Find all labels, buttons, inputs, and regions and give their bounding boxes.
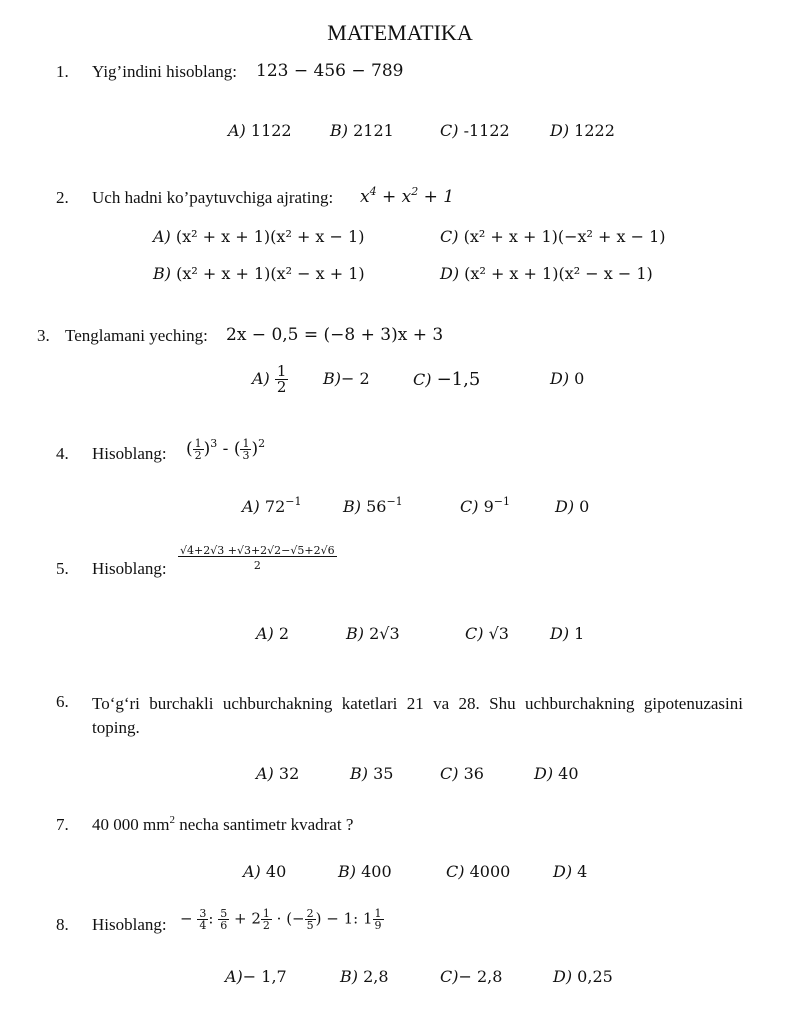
option-letter: C) (440, 764, 459, 783)
option-letter: A) (242, 497, 260, 516)
option-letter: A) (256, 764, 274, 783)
option-value: (x² + x + 1)(−x² + x − 1) (463, 227, 666, 246)
question-expression: − $\frac{3}{4}$ : $\frac{5}{6}$ + 2 $\frac{1}{2}$ · (− $\frac{2}{5}$ ) − 1: 1 $\frac{1}{9}$ (180, 907, 382, 932)
option-letter: A) (225, 967, 243, 986)
option-a[interactable] (243, 862, 286, 881)
question-prompt: Hisoblang: (92, 915, 167, 934)
option-value: 1222 (574, 121, 615, 140)
question-number: 1. (56, 62, 69, 81)
option-c[interactable] (413, 369, 480, 390)
question-prompt: Hisoblang: (92, 444, 167, 463)
question-number: 3. (37, 326, 50, 345)
option-value: 4 (577, 862, 588, 881)
option-b[interactable] (346, 624, 400, 643)
option-letter: D) (550, 624, 570, 643)
option-value: 32 (278, 764, 300, 783)
option-letter: A) (243, 862, 261, 881)
option-value: $56^{-1}$ (366, 495, 403, 516)
option-letter: D) (555, 497, 575, 516)
option-value: $9^{-1}$ (483, 495, 510, 516)
question-number: 6. (56, 692, 69, 711)
option-b[interactable] (343, 497, 403, 516)
option-d[interactable] (534, 764, 579, 783)
option-letter: B) (330, 121, 348, 140)
question-number: 5. (56, 559, 69, 578)
question-number: 2. (56, 188, 69, 207)
question-number: 8. (56, 915, 69, 934)
option-c[interactable] (440, 967, 502, 986)
question-prompt: Uch hadni ko’paytuvchiga ajrating: (92, 188, 334, 207)
option-a[interactable] (252, 364, 288, 395)
option-letter: B) (340, 967, 358, 986)
option-letter: C) (465, 624, 484, 643)
option-value: (x² + x + 1)(x² + x − 1) (175, 227, 365, 246)
question-number: 7. (56, 815, 69, 834)
question-text: To‘g‘ri burchakli uchburchakning katetlari 21 va 28. Shu uchburchakning gipotenuzasini toping. (92, 694, 743, 737)
option-letter: C) (440, 121, 459, 140)
option-letter: C) (460, 497, 479, 516)
option-value: -1122 (463, 121, 510, 140)
option-value: 1122 (250, 121, 292, 140)
question-text: 40 000 $mm^2$ necha santimetr kvadrat ? (92, 814, 354, 834)
option-b[interactable] (350, 764, 393, 783)
option-d[interactable] (550, 121, 615, 140)
option-d[interactable] (550, 624, 584, 643)
option-d[interactable] (440, 264, 653, 283)
option-letter: A) (153, 227, 171, 246)
option-a[interactable] (225, 967, 287, 986)
option-value: 2,8 (363, 967, 389, 986)
option-c[interactable] (440, 121, 510, 140)
option-value: − 2 (341, 369, 370, 388)
option-value: 0 (579, 497, 590, 516)
question-prompt: Yig’indini hisoblang: (92, 62, 237, 81)
option-value: 36 (463, 764, 484, 783)
option-b[interactable] (340, 967, 389, 986)
option-value: 40 (265, 862, 287, 881)
question-number: 4. (56, 444, 69, 463)
question-prompt: Tenglamani yeching: (65, 326, 208, 345)
option-value: √3 (488, 624, 509, 643)
option-value: 35 (373, 764, 394, 783)
option-a[interactable] (242, 497, 301, 516)
option-a[interactable] (153, 227, 364, 246)
option-letter: C) (440, 967, 459, 986)
option-c[interactable] (465, 624, 509, 643)
option-letter: B) (338, 862, 356, 881)
option-b[interactable] (153, 264, 365, 283)
option-value: 1 (574, 624, 585, 643)
option-b[interactable] (338, 862, 392, 881)
option-b[interactable] (330, 121, 394, 140)
page-title: MATEMATIKA (327, 20, 473, 45)
option-letter: B) (323, 369, 341, 388)
question-expression: 123 − 456 − 789 (256, 61, 404, 81)
option-letter: B) (350, 764, 368, 783)
option-value: 2√3 (369, 624, 400, 643)
option-letter: C) (440, 227, 459, 246)
option-letter: D) (550, 121, 570, 140)
option-value: − 2,8 (458, 967, 503, 986)
option-letter: D) (440, 264, 460, 283)
option-value: $72^{-1}$ (264, 495, 302, 516)
option-c[interactable] (446, 862, 510, 881)
option-a[interactable] (228, 121, 292, 140)
question-expression: 2x − 0,5 = (−8 + 3)x + 3 (226, 325, 444, 345)
option-d[interactable] (555, 497, 589, 516)
option-letter: B) (346, 624, 364, 643)
option-value: 0 (574, 369, 585, 388)
option-letter: D) (553, 862, 573, 881)
option-value: − 1,7 (242, 967, 287, 986)
option-letter: A) (252, 369, 270, 388)
option-a[interactable] (256, 764, 299, 783)
option-d[interactable] (550, 369, 584, 388)
option-value: (x² + x + 1)(x² − x + 1) (176, 264, 365, 283)
question-expression: $\frac{√4+2√3 +√3+2√2-√5+2√6}{2}$ (180, 544, 335, 572)
option-b[interactable] (323, 369, 370, 388)
question-prompt: Hisoblang: (92, 559, 167, 578)
option-d[interactable] (553, 862, 587, 881)
option-letter: D) (534, 764, 554, 783)
option-letter: D) (550, 369, 570, 388)
option-value: (x² + x + 1)(x² − x − 1) (464, 264, 653, 283)
option-c[interactable] (440, 764, 484, 783)
option-fraction: $\frac{1}{2}$ (276, 362, 287, 396)
option-value: 40 (558, 764, 579, 783)
option-letter: D) (553, 967, 573, 986)
option-c[interactable] (460, 497, 510, 516)
option-letter: A) (228, 121, 246, 140)
option-a[interactable] (256, 624, 289, 643)
option-value: 2 (278, 624, 290, 643)
option-value: 0,25 (577, 967, 613, 986)
option-letter: A) (256, 624, 274, 643)
question-expression: $x^4 + x^2 + 1$ (360, 185, 455, 207)
option-value: 2121 (353, 121, 394, 140)
option-letter: B) (343, 497, 361, 516)
option-letter: C) (446, 862, 465, 881)
option-value: 400 (361, 862, 392, 881)
option-c[interactable] (440, 227, 666, 246)
option-d[interactable] (553, 967, 613, 986)
option-value: −1,5 (436, 369, 481, 390)
question-expression: ( $\frac{1}{2}$ )$^3$ - ( $\frac{1}{3}$ )$^2$ (186, 437, 266, 462)
option-value: 4000 (469, 862, 511, 881)
option-letter: B) (153, 264, 171, 283)
option-letter: C) (413, 370, 432, 389)
